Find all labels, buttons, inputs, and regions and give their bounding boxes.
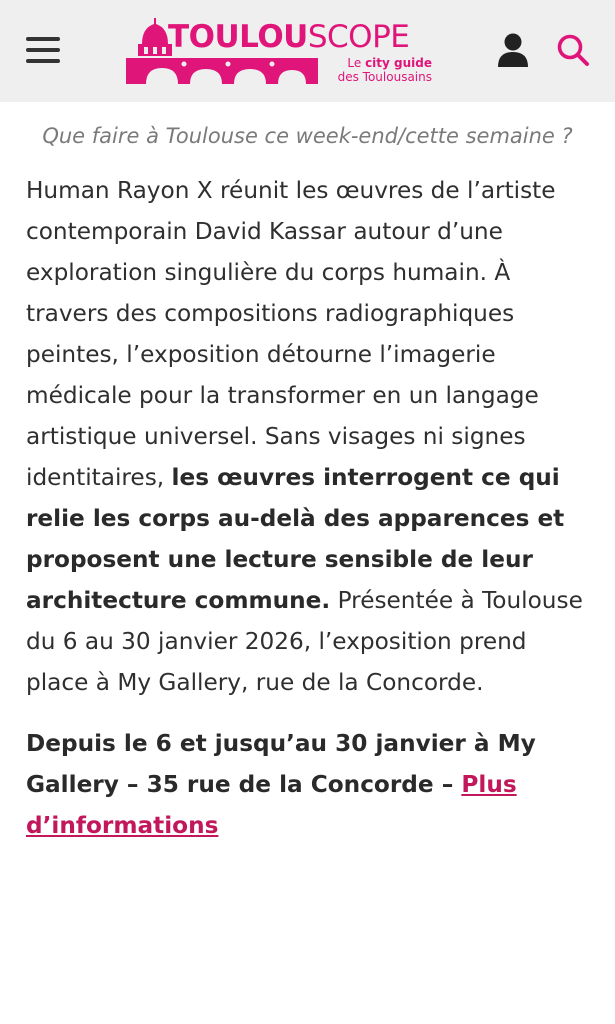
article-subtitle: Que faire à Toulouse ce week-end/cette semaine ? (42, 124, 573, 148)
more-info-link[interactable]: Plus d’informations (26, 771, 517, 839)
menu-line (26, 59, 60, 63)
logo-name-light: SCOPE (307, 19, 410, 55)
logo-wordmark (168, 20, 409, 54)
paragraph-outro: Présentée à Toulouse du 6 au 30 janvier 2026, l’exposition prend place à My Gallery, rue de la Concorde. (26, 587, 583, 696)
menu-line (26, 37, 60, 41)
search-icon[interactable] (556, 33, 590, 67)
tagline-prefix: Le (347, 56, 366, 70)
dates-text: Depuis le 6 et jusqu’au 30 janvier à My Gallery – 35 rue de la Concorde – (26, 730, 536, 798)
logo-name-bold: TOULOU (168, 19, 308, 55)
paragraph-bold: les œuvres interrogent ce qui relie les corps au-delà des apparences et proposent une lecture sensible de leur architecture commune. (26, 464, 565, 614)
article-paragraph (26, 170, 589, 703)
article-content (0, 118, 615, 846)
event-dates-info (26, 723, 589, 846)
tagline-bold: city guide (365, 56, 432, 70)
site-header (0, 0, 615, 102)
logo-tagline (338, 56, 432, 84)
hamburger-menu-icon[interactable] (26, 37, 60, 63)
site-logo[interactable] (124, 14, 436, 90)
menu-line (26, 48, 60, 52)
paragraph-intro: Human Rayon X réunit les œuvres de l’artiste contemporain David Kassar autour d’une exploration singulière du corps humain. À travers des compositions radiographiques peintes, l’exposition détourne l’imagerie médicale pour la transformer en un langage artistique universel. Sans visages ni signes identitaires, (26, 177, 556, 491)
tagline-line2: des Toulousains (337, 70, 432, 84)
user-account-icon[interactable] (496, 32, 530, 68)
